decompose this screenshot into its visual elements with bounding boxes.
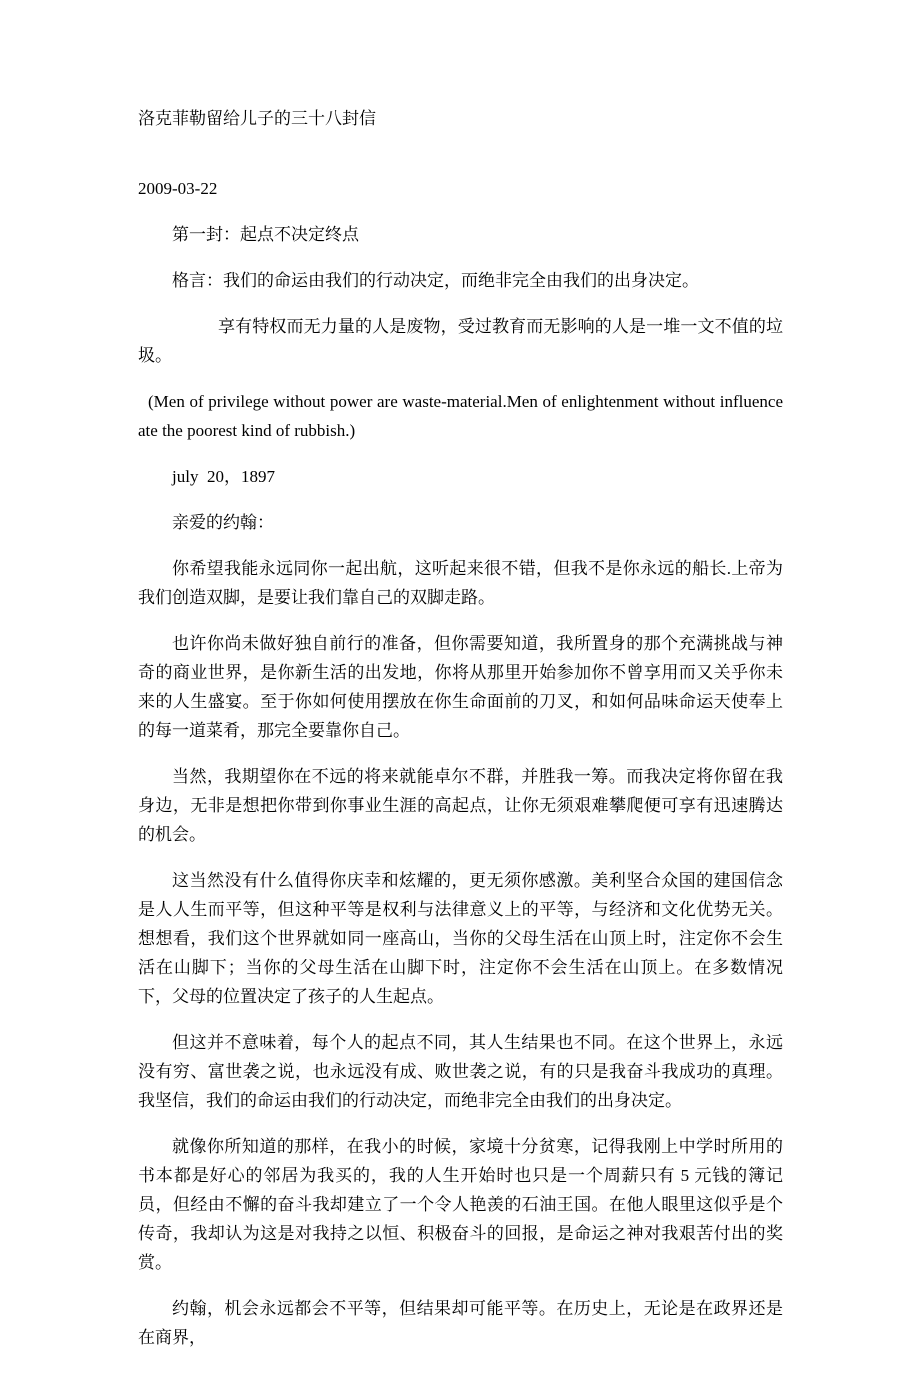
body-paragraph: 当然，我期望你在不远的将来就能卓尔不群，并胜我一筹。而我决定将你留在我身边，无非是想把你带到你事业生涯的高起点，让你无须艰难攀爬便可享有迅速腾达的机会。	[138, 767, 783, 844]
document-date: 2009-03-22	[138, 179, 218, 198]
section-heading: 第一封：起点不决定终点	[172, 225, 359, 244]
quote-line: 享有特权而无力量的人是废物，受过教育而无影响的人是一堆一文不值的垃圾。	[138, 317, 783, 365]
salutation: 亲爱的约翰：	[172, 513, 274, 532]
body-paragraph: 就像你所知道的那样，在我小的时候，家境十分贫寒，记得我刚上中学时所用的书本都是好心的邻居为我买的，我的人生开始时也只是一个周薪只有 5 元钱的簿记员，但经由不懈的奋斗我却建立了一个令人艳羡的石油王国。在他人眼里这似乎是个传奇，我却认为这是对我持之以恒、积极奋斗的回报，是命运之神对我艰苦付出的奖赏。	[138, 1137, 783, 1272]
body-paragraph: 你希望我能永远同你一起出航，这听起来很不错，但我不是你永远的船长.上帝为我们创造双脚，是要让我们靠自己的双脚走路。	[138, 559, 783, 607]
document-title: 洛克菲勒留给儿子的三十八封信	[138, 109, 376, 128]
body-paragraph: 但这并不意味着，每个人的起点不同，其人生结果也不同。在这个世界上，永远没有穷、富世袭之说，也永远没有成、败世袭之说，有的只是我奋斗我成功的真理。我坚信，我们的命运由我们的行动决定，而绝非完全由我们的出身决定。	[138, 1033, 783, 1110]
english-quote: (Men of privilege without power are waste-material.Men of enlightenment without influence ate the poorest kind of rubbish.)	[138, 392, 788, 440]
body-paragraph: 约翰，机会永远都会不平等，但结果却可能平等。在历史上，无论是在政界还是在商界，	[138, 1299, 783, 1347]
body-paragraph: 也许你尚未做好独自前行的准备，但你需要知道，我所置身的那个充满挑战与神奇的商业世界，是你新生活的出发地，你将从那里开始参加你不曾享用而又关乎你未来的人生盛宴。至于你如何使用摆放在你生命面前的刀叉，和如何品味命运天使奉上的每一道菜肴，那完全要靠你自己。	[138, 634, 783, 740]
motto-line: 格言：我们的命运由我们的行动决定，而绝非完全由我们的出身决定。	[172, 271, 699, 290]
letter-date: july 20，1897	[172, 467, 275, 486]
body-paragraph: 这当然没有什么值得你庆幸和炫耀的，更无须你感激。美利坚合众国的建国信念是人人生而平等，但这种平等是权利与法律意义上的平等，与经济和文化优势无关。想想看，我们这个世界就如同一座高山，当你的父母生活在山顶上时，注定你不会生活在山脚下；当你的父母生活在山脚下时，注定你不会生活在山顶上。在多数情况下，父母的位置决定了孩子的人生起点。	[138, 871, 783, 1006]
